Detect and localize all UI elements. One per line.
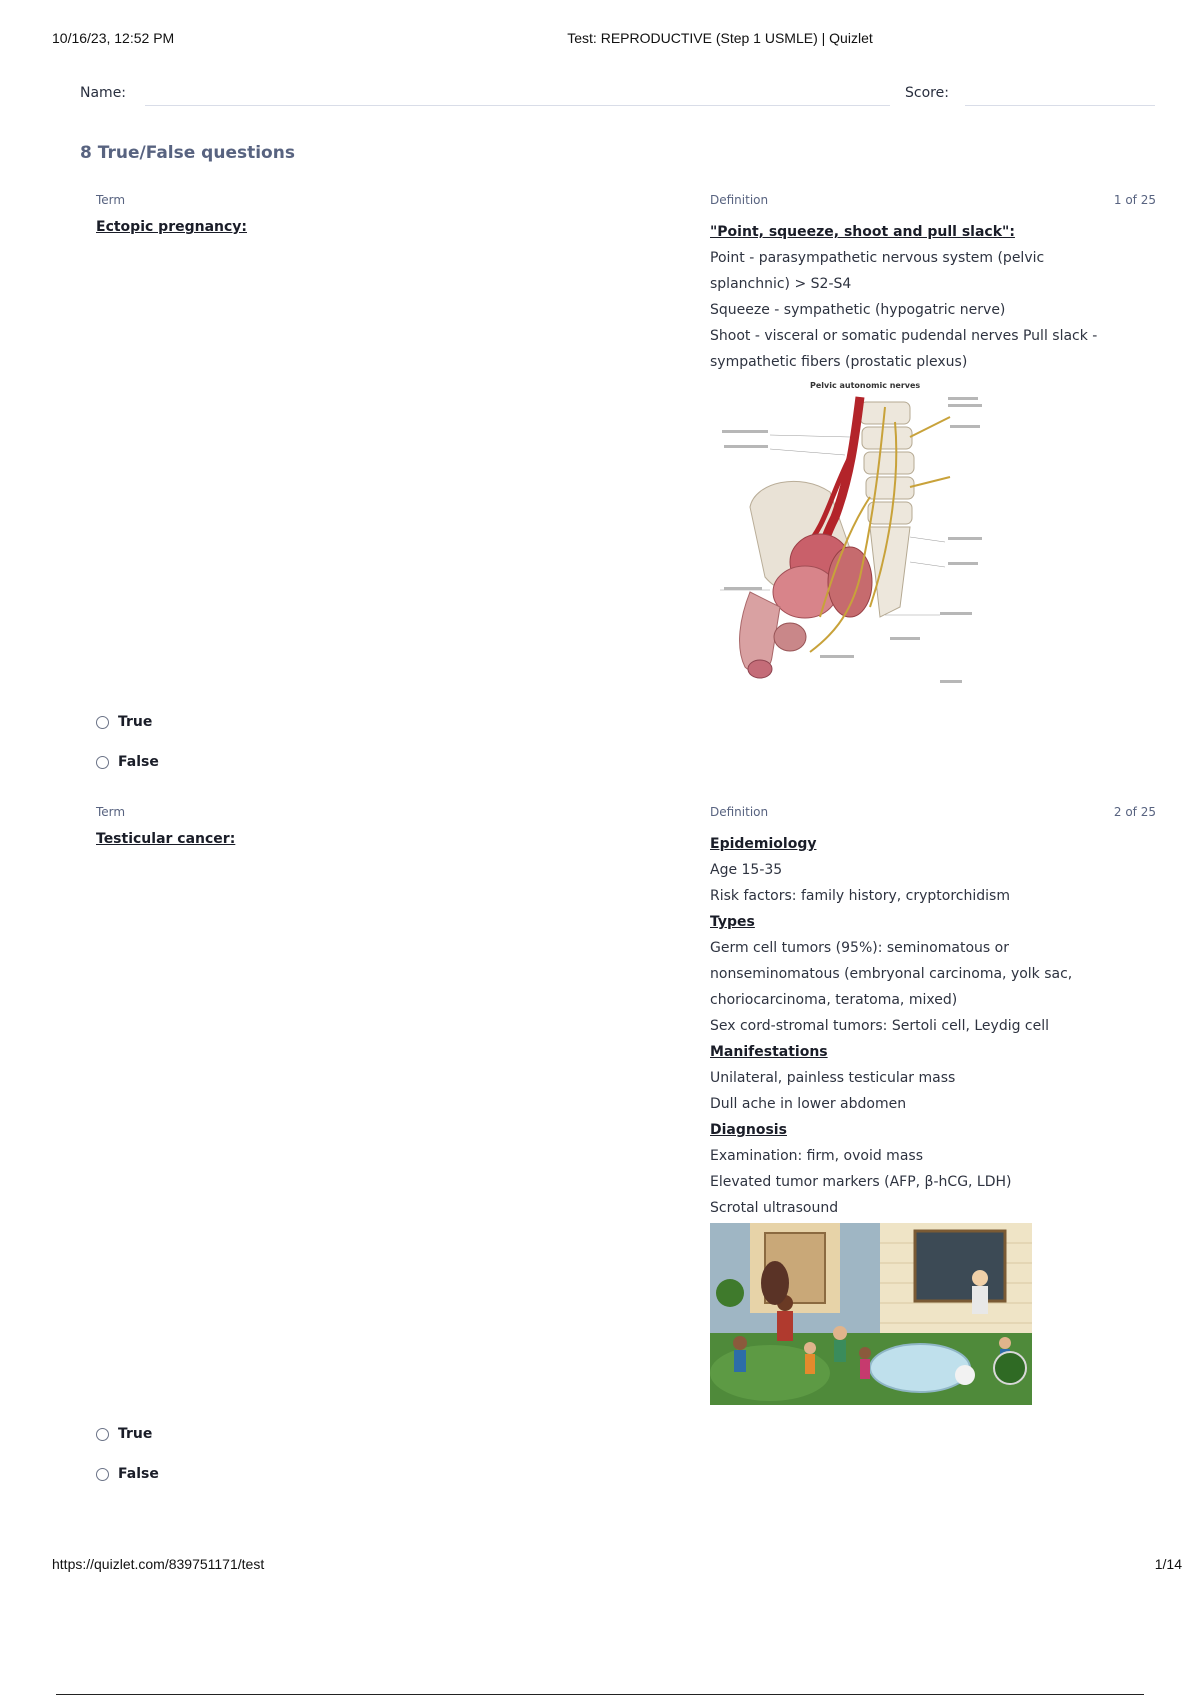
definition-heading: Diagnosis — [710, 1122, 787, 1138]
definition-heading: Manifestations — [710, 1044, 828, 1060]
definition-line: Scrotal ultrasound — [710, 1200, 839, 1216]
name-label: Name: — [80, 85, 127, 101]
option-false[interactable] — [96, 1463, 159, 1485]
mnemonic-illustration — [710, 1223, 1032, 1405]
definition-line: Age 15-35 — [710, 862, 783, 878]
option-true[interactable] — [96, 711, 152, 733]
definition-line: Dull ache in lower abdomen — [710, 1096, 907, 1112]
definition-line: sympathetic fibers (prostatic plexus) — [710, 354, 968, 370]
definition-line: splanchnic) > S2-S4 — [710, 276, 852, 292]
term-text: Testicular cancer: — [96, 831, 236, 847]
definition-line: Elevated tumor markers (AFP, β-hCG, LDH) — [710, 1174, 1012, 1190]
page-number: 1/14 — [1154, 1556, 1182, 1572]
definition-line: Examination: firm, ovoid mass — [710, 1148, 923, 1164]
option-label: True — [118, 1426, 153, 1442]
print-datetime: 10/16/23, 12:52 PM — [52, 30, 175, 46]
definition-line: Squeeze - sympathetic (hypogatric nerve) — [710, 302, 1006, 318]
definition-line: choriocarcinoma, teratoma, mixed) — [710, 992, 958, 1008]
definition-line: Sex cord-stromal tumors: Sertoli cell, Leydig cell — [710, 1018, 1050, 1034]
figure-title: Pelvic autonomic nerves — [810, 381, 921, 390]
option-label: False — [118, 754, 159, 770]
score-field[interactable] — [965, 105, 1155, 106]
definition-text — [710, 831, 1140, 1405]
definition-line: Shoot - visceral or somatic pudendal nerves Pull slack - — [710, 328, 1098, 344]
definition-line: Point - parasympathetic nervous system (pelvic — [710, 250, 1045, 266]
option-label: True — [118, 714, 153, 730]
radio-button[interactable] — [96, 1468, 109, 1481]
definition-line: Germ cell tumors (95%): seminomatous or — [710, 940, 1009, 956]
option-label: False — [118, 1466, 159, 1482]
question-counter: 1 of 25 — [1113, 193, 1156, 207]
radio-button[interactable] — [96, 756, 109, 769]
question-counter: 2 of 25 — [1113, 805, 1156, 819]
option-true[interactable] — [96, 1423, 152, 1445]
term-label: Term — [96, 805, 126, 819]
print-url: https://quizlet.com/839751171/test — [52, 1556, 265, 1572]
term-label: Term — [96, 193, 126, 207]
option-false[interactable] — [96, 751, 159, 773]
definition-line: Risk factors: family history, cryptorchidism — [710, 888, 1010, 904]
name-score-row — [80, 85, 1156, 109]
definition-heading: Types — [710, 914, 755, 930]
definition-label: Definition — [710, 193, 769, 207]
radio-button[interactable] — [96, 716, 109, 729]
definition-label: Definition — [710, 805, 769, 819]
name-field[interactable] — [145, 105, 890, 106]
score-label: Score: — [905, 85, 949, 101]
print-title: Test: REPRODUCTIVE (Step 1 USMLE) | Quizlet — [567, 30, 873, 46]
definition-line: nonseminomatous (embryonal carcinoma, yolk sac, — [710, 966, 1073, 982]
term-text: Ectopic pregnancy: — [96, 219, 248, 235]
question-card-1 — [96, 193, 1156, 773]
pelvic-nerves-figure — [710, 377, 990, 697]
definition-heading: "Point, squeeze, shoot and pull slack": — [710, 224, 1015, 240]
question-card-2 — [96, 805, 1156, 1485]
page-divider — [56, 1694, 1144, 1695]
section-title: 8 True/False questions — [80, 143, 295, 163]
definition-text — [710, 219, 1140, 697]
radio-button[interactable] — [96, 1428, 109, 1441]
definition-heading: Epidemiology — [710, 836, 817, 852]
definition-line: Unilateral, painless testicular mass — [710, 1070, 956, 1086]
